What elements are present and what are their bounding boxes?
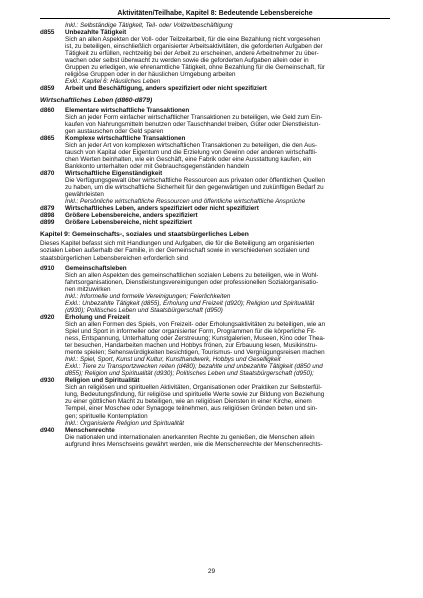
entry-code: d930 [40,377,55,385]
excl-note: (d930); Politisches Leben und Staatsbürgerschaft (d950) [65,306,223,314]
excl-note: Exkl.: Kapitel 6: Häusliches Leben [65,78,161,86]
entry-title: Elementare wirtschaftliche Transaktionen [65,106,190,114]
entry-code: d865 [40,134,55,142]
entry-title: Arbeit und Beschäftigung, anders spezifiziert oder nicht spezifiziert [65,85,267,93]
page-number: 29 [207,568,216,575]
entry-title: Unbezahlte Tätigkeit [65,29,127,37]
entry-line: gewährleisten [65,191,104,199]
entry-line: mente spielen; Sehenswürdigkeiten besichtigen, Tourismus- und Vergnügungsreisen machen [65,349,325,357]
entry-line: Die Verfügungsgewalt über wirtschaftliche Ressourcen aus privaten oder öffentlichen Quellen [65,177,325,185]
entry-code: d879 [40,205,55,213]
chapter-intro-line: Dieses Kapitel befasst sich mit Handlungen und Aufgaben, die für die Beteiligung am organisierten [40,240,315,248]
entry-line: Tätigkeit zu erfüllen, rechtzeitig bei der Arbeit zu erscheinen, andere Arbeitnehmer zu über- [65,50,319,58]
document-page [40,10,390,448]
entry-line: kaufen von Nahrungsmitteln benutzen oder Tauschhandel treiben, Güter oder Dienstleistun- [65,120,321,128]
section-title: Wirtschaftliches Leben (d860-d879) [40,96,153,104]
entry-code: d910 [40,264,55,272]
entry-line: Sich an jeder Form einfacher wirtschaftlicher Transaktionen zu beteiligen, wie Geld zum Ein- [65,113,323,121]
entry-d940 [40,427,390,448]
entry-line: tausch von Kapital oder Eigentum und die Erzielung von Gewinn oder anderen wirtschaftli- [65,148,318,156]
entry-d930 [40,377,390,426]
entry-line: Bankkonto unterhalten oder mit Gebrauchsgegenständen handeln [65,162,250,170]
entry-line: lung, Bedeutungsfindung, für religiöse und spirituelle Werte sowie zur Bildung von Beziehung [65,391,325,399]
entry-d870 [40,170,390,205]
entry-line: religiöse Gruppen oder in der häuslichen Umgebung arbeiten [65,71,236,79]
entry-line: Tempel, einer Moschee oder Synagoge teilnehmen, aus religiösen Gründen beten und sin- [65,405,318,413]
entry-line: ist, zu beteiligen, einschließlich organisierter Arbeitsaktivitäten, die geforderten Aufgaben der [65,43,323,51]
entry-title: Größere Lebensbereiche, nicht spezifiziert [65,219,193,227]
entry-line: Die nationalen und internationalen anerkannten Rechte zu genießen, die Menschen allein [65,433,315,441]
entry-title: Größere Lebensbereiche, anders spezifiziert [65,212,198,220]
entry-code: d860 [40,106,55,114]
entry-d899 [40,219,390,226]
entry-line: zu haben, um die wirtschaftliche Sicherheit für den gegenwärtigen und zukünftigen Bedarf zu [65,184,324,192]
entry-line: Sich an allen Aspekten der Voll- oder Teilzeitarbeit, für die eine Bezahlung nicht vorgesehen [65,36,321,44]
entry-line: ness, Entspannung, Unterhaltung oder Zerstreuung; Kunstgalerien, Museen, Kino oder Thea- [65,335,325,343]
entry-line: wachen oder selbst überwacht zu werden sowie die geforderten Aufgaben allein oder in [65,57,309,65]
entry-line: Gruppen zu erledigen, wie ehrenamtliche Tätigkeit, ohne Bezahlung für die Gemeinschaft, für [65,64,325,72]
entry-title: Wirtschaftliche Eigenständigkeit [65,169,163,177]
entry-line: fahrtsorganisationen, Dienstleistungsvereinigungen oder professionellen Sozialorganisatio- [65,278,319,286]
incl-note: Inkl.: Selbständige Tätigkeit, Teil- oder Vollzeitbeschäftigung [65,22,233,30]
entry-d898 [40,212,390,219]
entry-title: Menschenrechte [65,426,115,434]
running-header: Aktivitäten/Teilhabe, Kapitel 8: Bedeutende Lebensbereiche [40,10,390,19]
entry-line: nen mitzuwirken [65,285,111,293]
entry-title: Erholung und Freizeit [65,313,130,321]
entry-d920 [40,314,390,377]
entry-code: d898 [40,212,55,220]
entry-d859 [40,85,390,92]
entry-line: Spiel und Sport in informeller oder organisierter Form, Programmen für die körperliche Fit- [65,327,316,335]
entry-line: gen; spirituelle Kontemplation [65,412,148,420]
entry-code: d870 [40,169,55,177]
entry-line: zu einer göttlichen Macht zu beteiligen, wie an religiösen Diensten in einer Kirche, einem [65,398,312,406]
entry-d879 [40,205,390,212]
entry-line: Sich an religiösen und spirituellen Aktivitäten, Organisationen oder Praktiken zur Selbsterfül- [65,384,322,392]
excl-note: Exkl.: Tiere zu Transportzwecken reiten (d480); bezahlte und unbezahlte Tätigkeit (d850 und [65,363,323,371]
entry-title: Wirtschaftliches Leben, anders spezifiziert oder nicht spezifiziert [65,205,259,213]
chapter-intro-line: sozialen Leben außerhalb der Familie, in der Gemeinschaft sowie in verschiedenen sozialen und [40,247,310,255]
entry-d865 [40,135,390,170]
incl-note: Inkl.: Organisierte Religion und Spiritualität [65,419,185,427]
entry-title: Gemeinschaftsleben [65,264,127,272]
entry-line: gen austauschen oder Geld sparen [65,127,164,135]
entry-title: Komplexe wirtschaftliche Transaktionen [65,134,186,142]
entry-title: Religion und Spiritualität [65,377,140,385]
entry-code: d855 [40,29,55,37]
entry-code: d859 [40,85,55,93]
entry-code: d899 [40,219,55,227]
excl-note: d855); Religion und Spiritualität (d930); Politisches Leben und Staatsbürgerschaft (d950); [65,370,314,378]
excl-note: Exkl.: Unbezahlte Tätigkeit (d855), Erholung und Freizeit (d920); Religion und Spiritualität [65,299,315,307]
incl-note: Inkl.: Informelle und formelle Vereinigungen; Feierlichkeiten [65,292,231,300]
incl-note: Inkl.: Persönliche wirtschaftliche Ressourcen und öffentliche wirtschaftliche Ansprüche [65,198,306,206]
entry-line: aufgrund ihres Menschseins gewährt werden, wie die Menschenrechte der Menschenrechts- [65,440,323,448]
entry-line: ter besuchen, Handarbeiten machen und Hobbys frönen, zur Erbauung lesen, Musikinstru- [65,342,318,350]
entry-line: chen Werten beinhalten, wie ein Geschäft, eine Fabrik oder eine Ausstattung kaufen, ein [65,155,312,163]
entry-line: Sich an allen Formen des Spiels, von Freizeit- oder Erholungsaktivitäten zu beteiligen, wie an [65,320,326,328]
entry-d860 [40,107,390,135]
entry-d855 [40,29,390,85]
entry-code: d940 [40,426,55,434]
chapter-title: Kapitel 9: Gemeinschafts-, soziales und staatsbürgerliches Leben [40,231,249,239]
entry-d910 [40,265,390,314]
chapter-intro-line: staatsbürgerlichen Lebensbereichen erforderlich sind [40,254,189,262]
entry-code: d920 [40,313,55,321]
entry-line: Sich an jeder Art von komplexen wirtschaftlichen Transaktionen zu beteiligen, die den Aus- [65,141,318,149]
incl-note: Inkl.: Spiel, Sport, Kunst und Kultur, Kunsthandwerk, Hobbys und Geselligkeit [65,356,281,364]
entry-line: Sich an allen Aspekten des gemeinschaftlichen sozialen Lebens zu beteiligen, wie in Wohl- [65,271,319,279]
